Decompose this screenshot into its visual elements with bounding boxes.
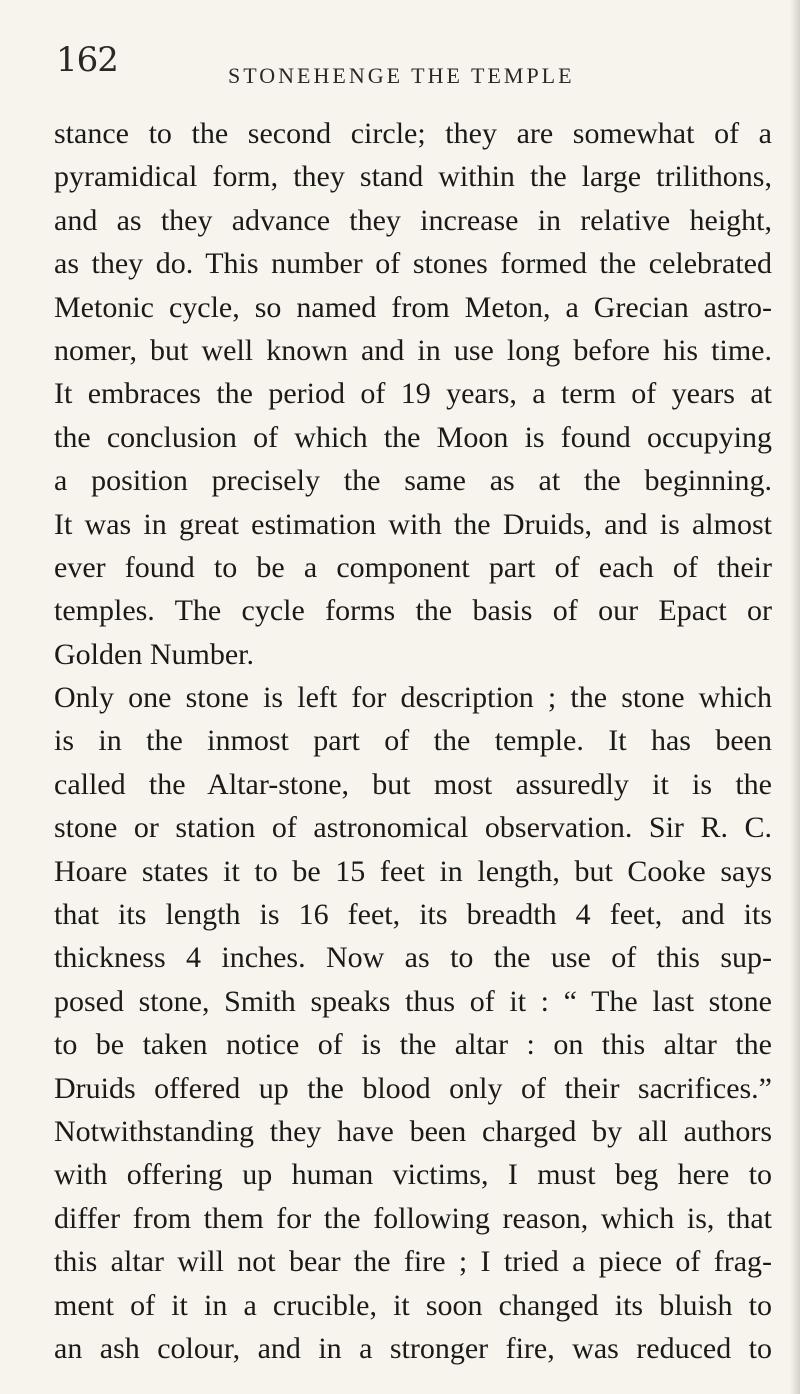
text-line: temples. The cycle forms the basis of our Epact or [54,594,772,628]
text-line: is in the inmost part of the temple. It has been [54,724,772,758]
text-line: stance to the second circle; they are somewhat of a [54,117,772,150]
page-number: 162 [56,40,118,80]
text-line: It embraces the period of 19 years, a term of years at [54,377,772,411]
running-title: STONEHENGE THE TEMPLE [228,63,575,88]
text-line: with offering up human victims, I must beg here to [54,1158,772,1192]
text-line: Druids offered up the blood only of their sacrifices.” [54,1071,772,1105]
text-line: ment of it in a crucible, it soon changed its bluish to [54,1288,772,1322]
text-line: a position precisely the same as at the beginning. [54,464,772,498]
text-line: stone or station of astronomical observation. Sir R. C. [54,811,772,845]
text-line: posed stone, Smith speaks thus of it : “ The last stone [54,984,772,1018]
text-line: Only one stone is left for description ; the stone which [54,681,772,715]
text-line: Hoare states it to be 15 feet in length, but Cooke says [54,854,772,888]
text-line: Golden Number. [54,637,254,671]
text-line: Metonic cycle, so named from Meton, a Grecian astro- [54,290,772,324]
text-line: called the Altar-stone, but most assuredly it is the [54,767,772,801]
text-line: an ash colour, and in a stronger fire, was reduced to [54,1331,772,1365]
text-line: to be taken notice of is the altar : on this altar the [54,1028,772,1062]
text-line: It was in great estimation with the Druids, and is almost [54,507,772,541]
body-text [54,112,772,1370]
text-line: and as they advance they increase in relative height, [54,203,772,237]
text-line: this altar will not bear the fire ; I tried a piece of frag- [54,1245,772,1279]
text-line: Notwithstanding they have been charged by all authors [54,1114,772,1148]
text-line: differ from them for the following reason, which is, that [54,1201,772,1235]
text-line: thickness 4 inches. Now as to the use of this sup- [54,941,772,975]
text-line: that its length is 16 feet, its breadth 4 feet, and its [54,898,772,932]
text-line: ever found to be a component part of each of their [54,550,772,584]
text-line: nomer, but well known and in use long before his time. [54,333,772,367]
text-line: the conclusion of which the Moon is found occupying [54,420,772,454]
text-line: as they do. This number of stones formed the celebrated [54,247,772,281]
page-edge-shadow [790,0,800,1394]
text-line: pyramidical form, they stand within the large trilithons, [54,160,772,194]
